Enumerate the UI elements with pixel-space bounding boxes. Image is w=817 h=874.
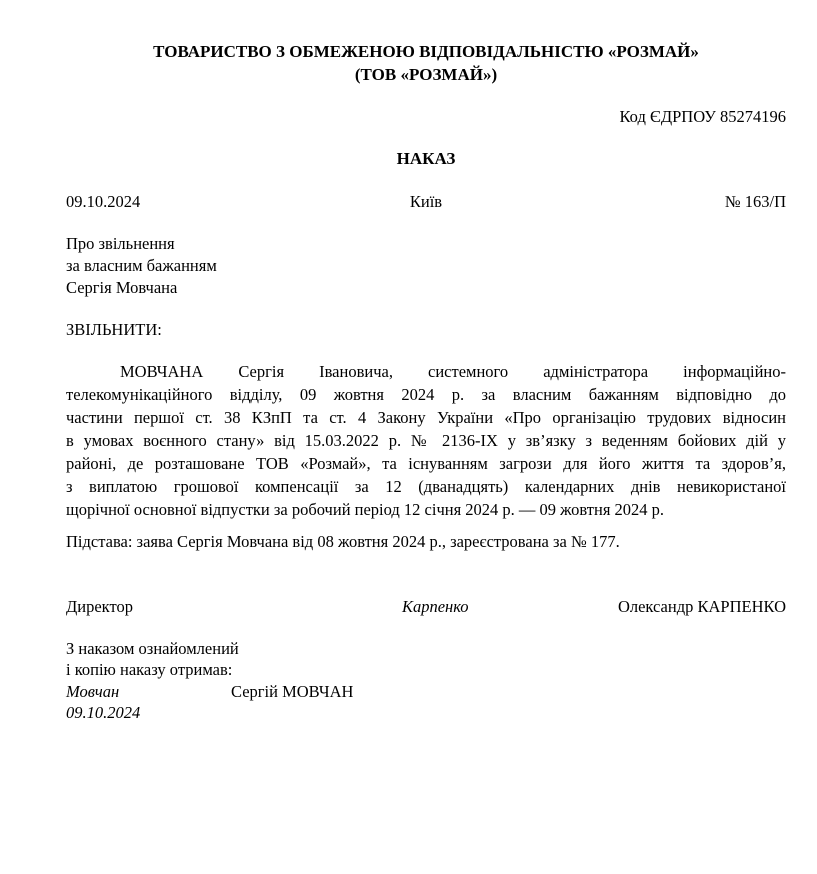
subject-line: Сергія Мовчана bbox=[66, 278, 178, 297]
acknowledgement-date: 09.10.2024 bbox=[66, 703, 141, 722]
director-name: Олександр КАРПЕНКО bbox=[617, 597, 786, 616]
subject-line: за власним бажанням bbox=[66, 256, 217, 275]
edrpou-code: Код ЄДРПОУ 85274196 bbox=[619, 107, 786, 126]
acknowledgement-line-1: З наказом ознайомлений bbox=[66, 639, 239, 658]
order-title: НАКАЗ bbox=[396, 149, 456, 168]
order-basis: Підстава: заява Сергія Мовчана від 08 жовтня 2024 р., зареєстрована за № 177. bbox=[66, 532, 620, 551]
paragraph-line: районі, де розташоване ТОВ «Розмай», та існуванням загрози для його життя та здоров’я, bbox=[66, 454, 786, 473]
organization-full-name: ТОВАРИСТВО З ОБМЕЖЕНОЮ ВІДПОВІДАЛЬНІСТЮ «РОЗМАЙ» bbox=[153, 42, 699, 61]
order-document bbox=[66, 0, 786, 874]
employee-signature: Мовчан bbox=[66, 682, 120, 701]
order-date: 09.10.2024 bbox=[66, 192, 141, 211]
order-body-paragraph bbox=[66, 360, 786, 521]
paragraph-line: з виплатою грошової компенсації за 12 (дванадцять) календарних днів невикористаної bbox=[66, 477, 786, 496]
paragraph-line: в умовах воєнного стану» від 15.03.2022 р. № 2136-IX у зв’язку з веденням бойових дій у bbox=[66, 431, 786, 450]
paragraph-line: МОВЧАНА Сергія Івановича, системного адміністратора інформаційно- bbox=[120, 362, 786, 381]
director-position: Директор bbox=[66, 597, 133, 616]
subject-line: Про звільнення bbox=[66, 234, 175, 253]
organization-short-name: (ТОВ «РОЗМАЙ») bbox=[354, 65, 498, 84]
dismiss-heading: ЗВІЛЬНИТИ: bbox=[66, 320, 162, 339]
acknowledgement-line-2: і копію наказу отримав: bbox=[66, 660, 233, 679]
order-city: Київ bbox=[409, 192, 443, 211]
order-subject bbox=[66, 233, 217, 299]
paragraph-line: телекомунікаційного відділу, 09 жовтня 2024 р. за власним бажанням відповідно до bbox=[66, 385, 786, 404]
director-signature: Карпенко bbox=[402, 597, 469, 616]
employee-name: Сергій МОВЧАН bbox=[231, 682, 354, 701]
paragraph-line: частини першої ст. 38 КЗпП та ст. 4 Закону України «Про організацію трудових відносин bbox=[66, 408, 786, 427]
paragraph-line: щорічної основної відпустки за робочий період 12 січня 2024 р. — 09 жовтня 2024 р. bbox=[66, 500, 665, 519]
order-number: № 163/П bbox=[724, 192, 786, 211]
